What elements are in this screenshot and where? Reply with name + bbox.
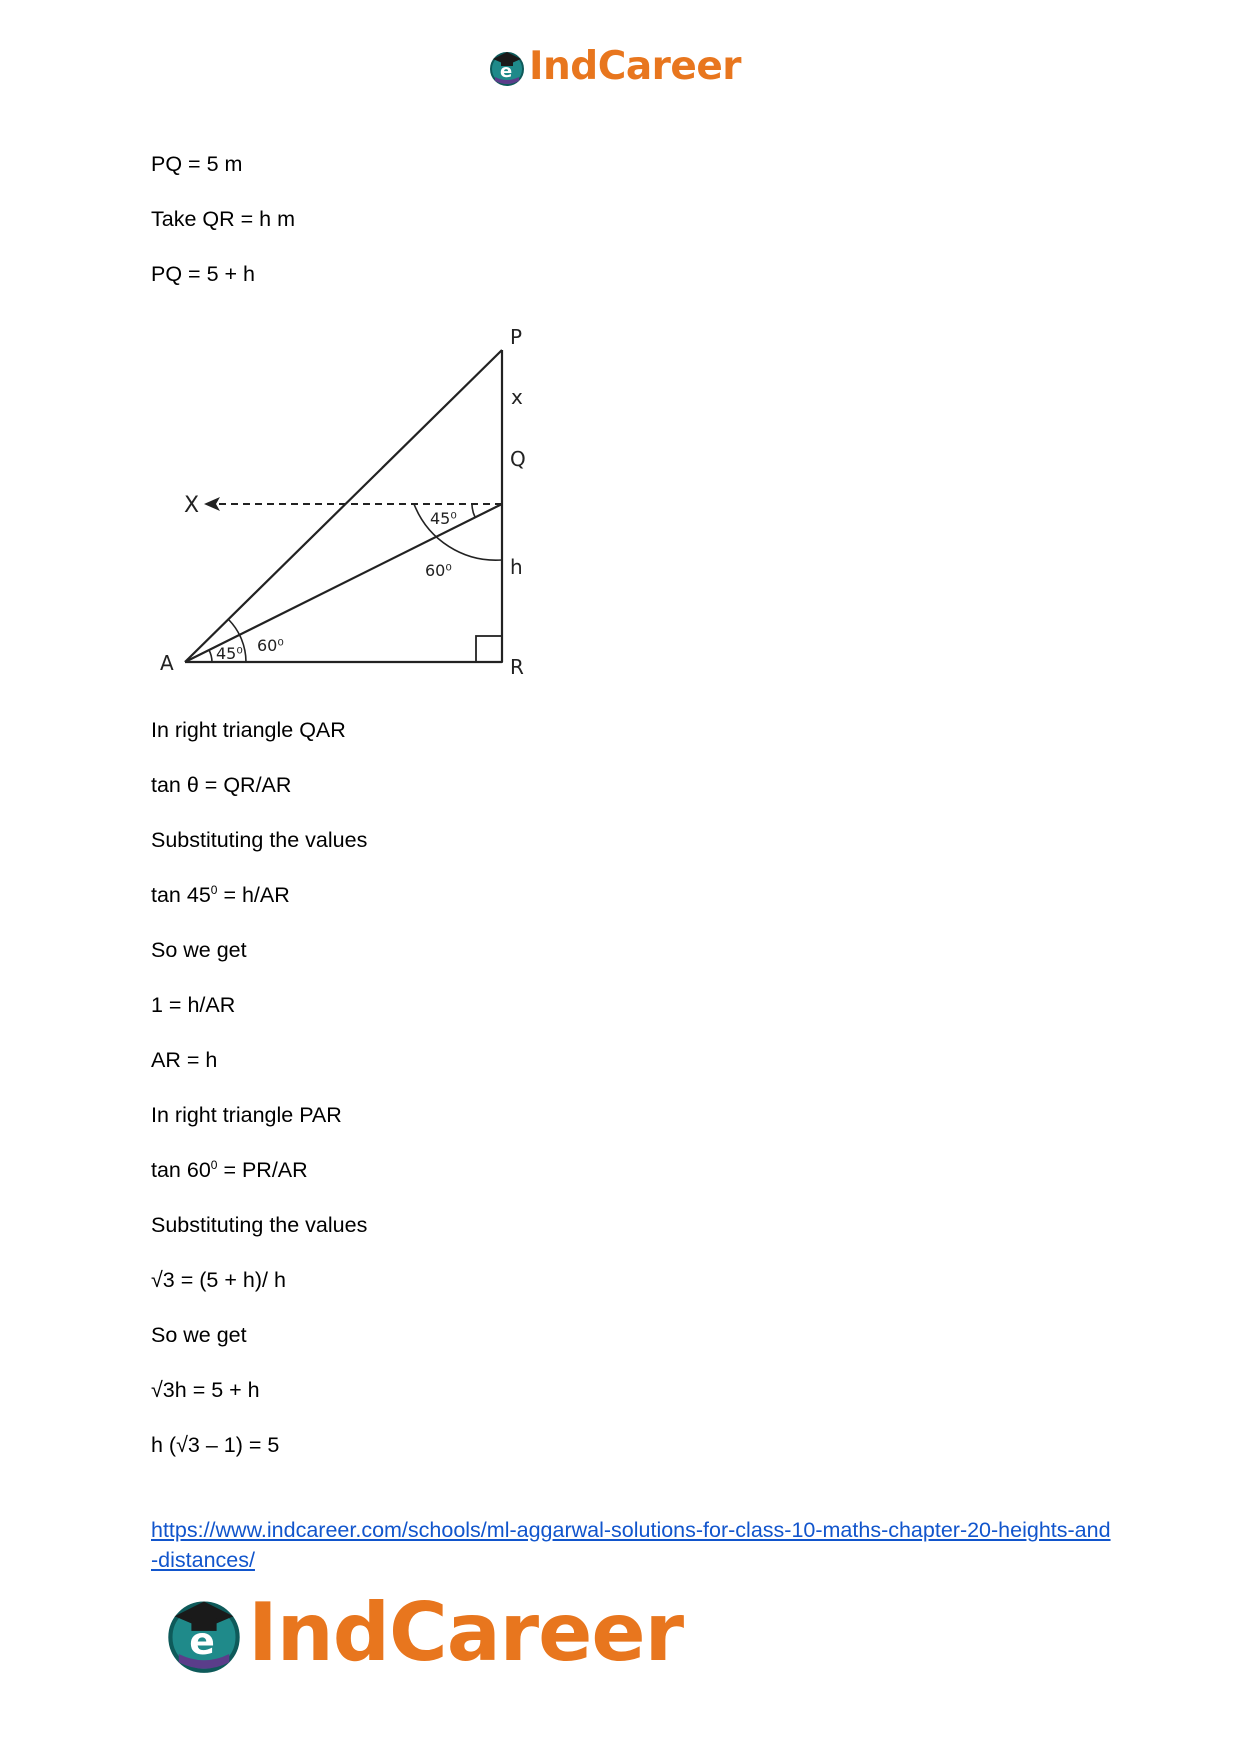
text-line: 1 = h/AR (151, 993, 236, 1017)
line-AP (185, 350, 502, 662)
source-link[interactable]: https://www.indcareer.com/schools/ml-aggarwal-solutions-for-class-10-maths-chapter-20-heights-and-distances/ (151, 1518, 1111, 1572)
text-line: tan θ = QR/AR (151, 773, 292, 797)
text-line: In right triangle QAR (151, 718, 346, 742)
text-line: Substituting the values (151, 828, 368, 852)
label-X: X (184, 493, 200, 518)
superscript: 0 (210, 1157, 218, 1172)
arrow-head (204, 497, 220, 511)
text-line: So we get (151, 1323, 247, 1347)
text-segment: = h/AR (217, 883, 290, 907)
arc-A-45 (209, 650, 212, 662)
brand-wordmark: IndCareer (248, 1586, 684, 1679)
svg-text:e: e (189, 1619, 215, 1663)
superscript: 0 (210, 882, 218, 897)
triangle-diagram (150, 318, 550, 680)
label-Q: Q (510, 447, 526, 471)
text-line: Substituting the values (151, 1213, 368, 1237)
text-line: In right triangle PAR (151, 1103, 342, 1127)
svg-text:e: e (500, 61, 513, 82)
text-line: PQ = 5 m (151, 152, 243, 176)
text-line: So we get (151, 938, 247, 962)
graduation-globe-icon (487, 47, 527, 87)
label-P: P (510, 325, 523, 349)
text-line: h (√3 – 1) = 5 (151, 1433, 280, 1457)
graduation-globe-icon (162, 1591, 246, 1675)
text-line: Take QR = h m (151, 207, 295, 231)
arc-Q-45 (472, 504, 475, 517)
label-angle-bottom-45: 45⁰ (216, 644, 243, 663)
label-angle-top-45: 45⁰ (430, 509, 457, 528)
label-x: x (511, 385, 523, 409)
text-line (151, 1157, 308, 1183)
label-angle-top-60: 60⁰ (425, 561, 452, 580)
text-line: √3 = (5 + h)/ h (151, 1268, 286, 1292)
label-A: A (160, 651, 174, 675)
text-line: √3h = 5 + h (151, 1378, 260, 1402)
label-h: h (510, 555, 523, 579)
text-segment: = PR/AR (217, 1158, 308, 1182)
arc-Q-60 (414, 504, 502, 560)
footer-logo (162, 1588, 683, 1678)
text-line: PQ = 5 + h (151, 262, 255, 286)
text-line (151, 882, 290, 908)
text-segment: tan 45 (151, 883, 211, 907)
right-angle-marker (476, 636, 502, 662)
label-R: R (510, 655, 524, 679)
text-segment: tan 60 (151, 1158, 211, 1182)
header-logo (487, 44, 741, 90)
text-line: AR = h (151, 1048, 218, 1072)
brand-wordmark: IndCareer (529, 44, 741, 89)
label-angle-bottom-60: 60⁰ (257, 636, 284, 655)
